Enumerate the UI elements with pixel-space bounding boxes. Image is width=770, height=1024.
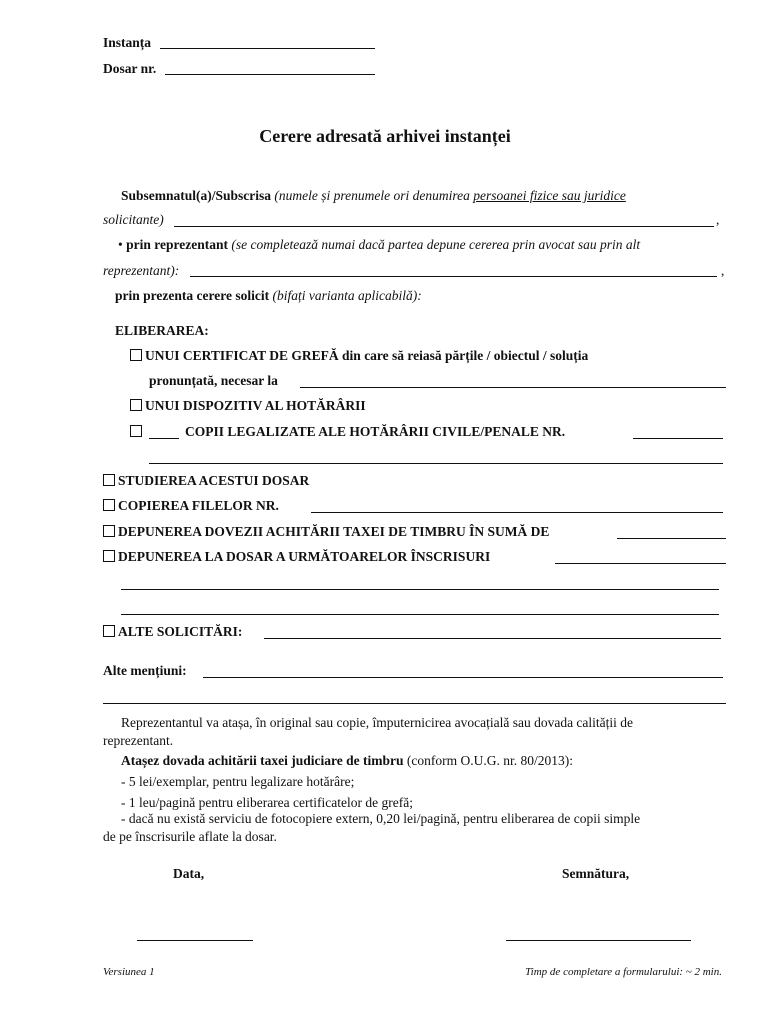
- semnatura-label: Semnătura,: [562, 866, 630, 881]
- copii-checkbox[interactable]: [130, 425, 142, 437]
- certificat-checkbox[interactable]: [130, 349, 142, 361]
- studierea-label: STUDIEREA ACESTUI DOSAR: [118, 473, 310, 488]
- footer-version: Versiunea 1: [103, 966, 155, 978]
- dispozitiv-label: UNUI DISPOZITIV AL HOTĂRÂRII: [145, 398, 366, 413]
- copii-number-field[interactable]: [633, 438, 723, 439]
- data-label: Data,: [173, 866, 205, 881]
- depunerea-dovezii-checkbox[interactable]: [103, 525, 115, 537]
- solicit-row: [115, 288, 422, 304]
- eliberarea-heading: ELIBERAREA:: [115, 323, 209, 338]
- copierea-label: COPIEREA FILELOR NR.: [118, 498, 279, 513]
- depunerea-inscrisuri-checkbox[interactable]: [103, 550, 115, 562]
- subsemnatul-hint: (numele și prenumele ori denumirea: [274, 188, 474, 203]
- alte-solicitari-label: ALTE SOLICITĂRI:: [118, 624, 243, 639]
- option-depunerea-inscrisuri: [103, 549, 490, 565]
- dosar-field[interactable]: [165, 74, 375, 75]
- note-item-3-line2: de pe înscrisurile aflate la dosar.: [103, 829, 277, 844]
- subsemnatul-field[interactable]: [174, 226, 714, 227]
- bullet: •: [118, 237, 123, 252]
- reprezentant-field[interactable]: [190, 276, 717, 277]
- depunerea-dovezii-label: DEPUNEREA DOVEZII ACHITĂRII TAXEI DE TIMBRU ÎN SUMĂ DE: [118, 524, 550, 539]
- note-reprezentant: [103, 712, 726, 733]
- instanta-label: Instanța: [103, 35, 152, 50]
- copii-label: COPII LEGALIZATE ALE HOTĂRÂRII CIVILE/PENALE NR.: [185, 424, 566, 439]
- note-atasez: [121, 753, 573, 769]
- option-dispozitiv: [130, 398, 366, 414]
- inscrisuri-line-2[interactable]: [121, 614, 719, 615]
- certificat-label: UNUI CERTIFICAT DE GREFĂ din care să reiasă părțile / obiectul / soluția: [145, 348, 589, 363]
- note-item-1: - 5 lei/exemplar, pentru legalizare hotărâre;: [121, 774, 355, 789]
- note-atasez-rest: (conform O.U.G. nr. 80/2013):: [406, 753, 573, 768]
- note-item-3: [103, 808, 726, 829]
- instanta-field[interactable]: [160, 48, 375, 49]
- note-reprezentant-1: Reprezentantul va atașa, în original sau copie, împuternicirea avocațială sau dovada calității de: [121, 715, 634, 730]
- alte-mentiuni-label: Alte mențiuni:: [103, 663, 187, 678]
- alte-solicitari-field[interactable]: [264, 638, 721, 639]
- depunerea-dovezii-field[interactable]: [617, 538, 726, 539]
- alte-mentiuni-line-2[interactable]: [103, 703, 726, 704]
- reprezentant-comma: ,: [721, 263, 725, 278]
- solicit-label: prin prezenta cerere solicit: [115, 288, 270, 303]
- copii-extra-line[interactable]: [149, 463, 723, 464]
- option-certificat: [130, 348, 588, 364]
- certificat-label-2: pronunțată, necesar la: [149, 373, 278, 388]
- semnatura-field[interactable]: [506, 940, 691, 941]
- reprezentant-row: [118, 237, 640, 253]
- footer-time: Timp de completare a formularului: ~ 2 min.: [525, 966, 722, 978]
- inscrisuri-line-1[interactable]: [121, 589, 719, 590]
- subsemnatul-hint-underlined: persoanei fizice sau juridice: [473, 188, 626, 203]
- note-item-3-line1: - dacă nu există serviciu de fotocopiere extern, 0,20 lei/pagină, pentru eliberarea de copii simple: [121, 811, 641, 826]
- note-item-2: - 1 leu/pagină pentru eliberarea certificatelor de grefă;: [121, 795, 413, 810]
- copii-count-field[interactable]: [149, 438, 179, 439]
- reprezentant-hint-end: reprezentant):: [103, 263, 180, 278]
- option-alte-solicitari: [103, 624, 242, 640]
- copierea-field[interactable]: [311, 512, 723, 513]
- alte-mentiuni-field[interactable]: [203, 677, 723, 678]
- depunerea-inscrisuri-field[interactable]: [555, 563, 726, 564]
- studierea-checkbox[interactable]: [103, 474, 115, 486]
- subsemnatul-row: [121, 188, 626, 204]
- subsemnatul-comma: ,: [716, 212, 720, 227]
- note-atasez-bold: Atașez dovada achitării taxei judiciare de timbru: [121, 753, 404, 768]
- reprezentant-hint: (se completează numai dacă partea depune cererea prin avocat sau prin alt: [231, 237, 641, 252]
- option-copierea: [103, 498, 279, 514]
- solicit-hint: (bifați varianta aplicabilă):: [272, 288, 422, 303]
- data-field[interactable]: [137, 940, 253, 941]
- option-depunerea-dovezii: [103, 524, 549, 540]
- note-reprezentant-2: reprezentant.: [103, 733, 174, 748]
- page-title: Cerere adresată arhivei instanței: [259, 126, 511, 146]
- dosar-label: Dosar nr.: [103, 61, 157, 76]
- option-studierea: [103, 473, 309, 489]
- certificat-field[interactable]: [300, 387, 726, 388]
- alte-solicitari-checkbox[interactable]: [103, 625, 115, 637]
- subsemnatul-label: Subsemnatul(a)/Subscrisa: [121, 188, 272, 203]
- option-copii: [130, 424, 145, 440]
- copierea-checkbox[interactable]: [103, 499, 115, 511]
- depunerea-inscrisuri-label: DEPUNEREA LA DOSAR A URMĂTOARELOR ÎNSCRISURI: [118, 549, 491, 564]
- reprezentant-label: prin reprezentant: [126, 237, 228, 252]
- dispozitiv-checkbox[interactable]: [130, 399, 142, 411]
- subsemnatul-hint-end: solicitante): [103, 212, 164, 227]
